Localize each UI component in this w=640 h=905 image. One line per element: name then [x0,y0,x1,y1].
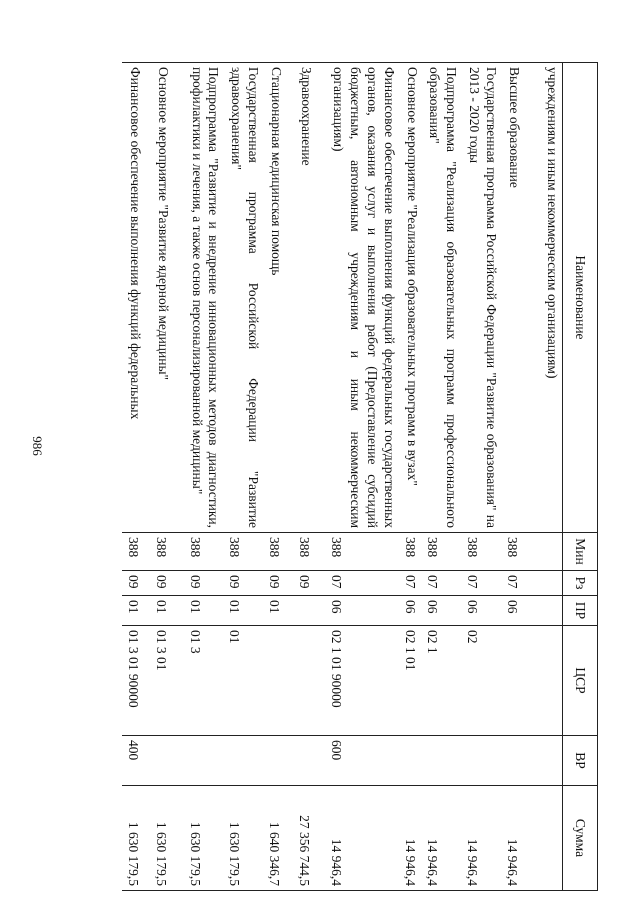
row-min: 388 [325,533,399,571]
row-sum: 1 630 179,5 [150,786,184,891]
row-pr: 01 [184,596,224,626]
row-name: Основное мероприятие "Реализация образовательных программ в вузах" [399,63,422,533]
row-csr: 01 3 01 [150,626,184,736]
row-sum: 1 630 179,5 [122,786,150,891]
header-rz: Рз [563,571,598,596]
row-pr: 06 [422,596,462,626]
row-sum: 14 946,4 [501,786,539,891]
row-vr [150,736,184,786]
row-rz: 07 [325,571,399,596]
row-name: Государственная программа Российской Федерации "Развитие здравоохранения" [224,63,264,533]
row-rz: 07 [461,571,501,596]
row-min: 388 [422,533,462,571]
row-name: Подпрограмма "Реализация образовательных программ профессионального образования" [422,63,462,533]
row-name: учреждениям и иным некоммерческим организациям) [539,63,562,533]
row-pr: 06 [461,596,501,626]
row-csr [263,626,293,736]
row-vr [224,736,264,786]
row-sum: 14 946,4 [461,786,501,891]
row-rz: 09 [293,571,325,596]
row-rz: 07 [399,571,422,596]
row-vr [399,736,422,786]
row-csr: 01 3 01 90000 [122,626,150,736]
row-min: 388 [224,533,264,571]
row-vr [501,736,539,786]
row-min: 388 [122,533,150,571]
table-row [224,63,264,891]
row-min: 388 [184,533,224,571]
row-sum: 27 356 744,5 [293,786,325,891]
row-vr [184,736,224,786]
row-rz: 09 [122,571,150,596]
row-min: 388 [461,533,501,571]
row-sum: 14 946,4 [399,786,422,891]
row-rz: 09 [150,571,184,596]
row-sum: 14 946,4 [422,786,462,891]
row-csr: 02 1 [422,626,462,736]
row-sum: 14 946,4 [325,786,399,891]
row-vr [422,736,462,786]
row-pr: 06 [399,596,422,626]
row-name: Высшее образование [501,63,539,533]
row-min: 388 [263,533,293,571]
table-header-row [563,63,598,891]
row-rz: 09 [224,571,264,596]
row-rz [539,571,562,596]
row-csr: 02 1 01 [399,626,422,736]
table-row [461,63,501,891]
row-rz: 07 [501,571,539,596]
row-vr [263,736,293,786]
table-row [422,63,462,891]
row-pr: 01 [122,596,150,626]
rotated-table-container [108,62,598,890]
table-row [539,63,562,891]
row-rz: 09 [184,571,224,596]
row-csr: 01 3 [184,626,224,736]
row-min: 388 [293,533,325,571]
row-sum [539,786,562,891]
header-csr: ЦСР [563,626,598,736]
row-rz: 07 [422,571,462,596]
row-sum: 1 640 346,7 [263,786,293,891]
row-pr: 01 [150,596,184,626]
row-csr: 02 1 01 90000 [325,626,399,736]
row-vr: 600 [325,736,399,786]
row-sum: 1 630 179,5 [224,786,264,891]
row-csr [501,626,539,736]
row-name: Основное мероприятие "Развитие ядерной медицины" [150,63,184,533]
row-min: 388 [501,533,539,571]
row-csr [293,626,325,736]
header-pr: ПР [563,596,598,626]
row-pr: 06 [501,596,539,626]
header-vr: ВР [563,736,598,786]
table-row [501,63,539,891]
row-rz: 09 [263,571,293,596]
header-name: Наименование [563,63,598,533]
row-vr: 400 [122,736,150,786]
table-row [263,63,293,891]
table-row [184,63,224,891]
row-vr [293,736,325,786]
table-row [150,63,184,891]
row-pr: 06 [325,596,399,626]
row-pr: 01 [263,596,293,626]
row-name: Подпрограмма "Развитие и внедрение инновационных методов диагностики, профилактики и лечения, а также основ персонализированной медицины" [184,63,224,533]
row-min: 388 [399,533,422,571]
row-min [539,533,562,571]
row-name: Финансовое обеспечение выполнения функций федеральных [122,63,150,533]
row-pr [293,596,325,626]
header-min: Мин [563,533,598,571]
row-name: Финансовое обеспечение выполнения функций федеральных государственных органов, оказания услуг и выполнения работ (Предоставление субсидий бюджетным, автономным учреждениям и иным некоммерческим организациям) [325,63,399,533]
row-vr [539,736,562,786]
table-row [293,63,325,891]
row-sum: 1 630 179,5 [184,786,224,891]
row-pr [539,596,562,626]
row-name: Здравоохранение [293,63,325,533]
row-name: Государственная программа Российской Федерации "Развитие образования" на 2013 - 2020 годы [461,63,501,533]
row-name: Стационарная медицинская помощь [263,63,293,533]
row-vr [461,736,501,786]
header-sum: Сумма [563,786,598,891]
budget-table [122,62,598,891]
row-csr: 01 [224,626,264,736]
row-pr: 01 [224,596,264,626]
page-number: 986 [30,436,45,456]
row-csr [539,626,562,736]
table-row [325,63,399,891]
row-csr: 02 [461,626,501,736]
table-row [399,63,422,891]
table-row [122,63,150,891]
row-min: 388 [150,533,184,571]
